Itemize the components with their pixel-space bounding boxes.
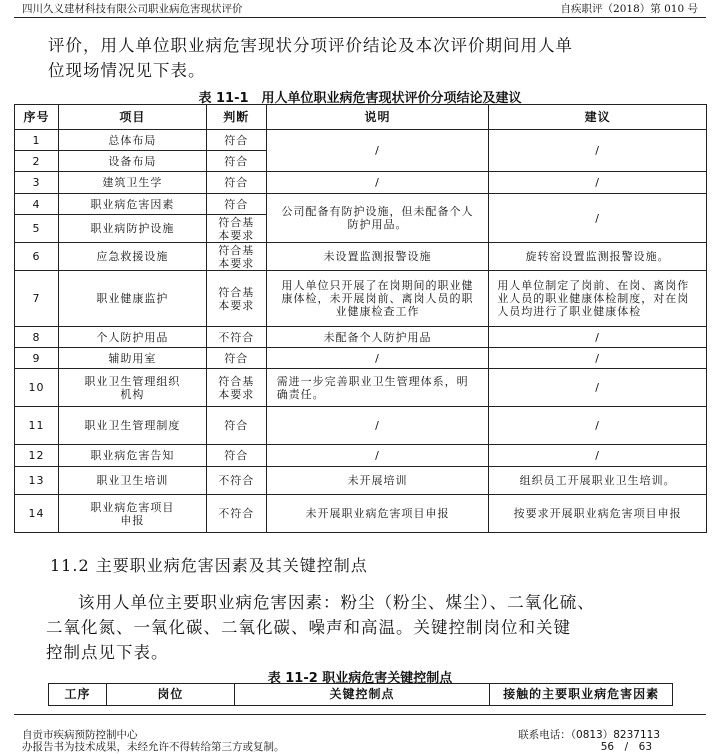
footer-org: 自贡市疾病预防控制中心: [22, 729, 138, 741]
cell-sug: /: [489, 445, 707, 467]
cell-desc: /: [266, 445, 489, 467]
cell-sug: /: [489, 369, 707, 407]
table1: [14, 104, 707, 533]
table1-header: 说明: [266, 105, 489, 130]
factors-line: 控制点见下表。: [46, 643, 169, 662]
cell-item: 职业病防护设施: [58, 215, 206, 243]
cell-no: 7: [15, 271, 59, 327]
cell-judge: 符合: [206, 172, 266, 194]
cell-no: 3: [15, 172, 59, 194]
cell-no: 5: [15, 215, 59, 243]
cell-item: 总体布局: [58, 130, 206, 151]
cell-item: 职业病危害项目申报: [58, 495, 206, 533]
cell-no: 12: [15, 445, 59, 467]
cell-no: 10: [15, 369, 59, 407]
table-row: [15, 369, 707, 407]
factors-paragraph: [46, 590, 595, 665]
footer-phone: 联系电话：（0813）8237113: [518, 729, 660, 741]
cell-desc: 用人单位只开展了在岗期间的职业健康体检，未开展岗前、离岗人员的职业健康检查工作: [266, 271, 489, 327]
table2: [48, 683, 673, 706]
table1-header: 建议: [489, 105, 707, 130]
table2-header: 关键控制点: [234, 684, 490, 706]
cell-desc: /: [266, 348, 489, 369]
cell-judge: 符合: [206, 194, 266, 215]
footer-notice: 办报告书为技术成果，未经允许不得转给第三方或复制。: [22, 741, 285, 753]
header-left: 四川久义建材科技有限公司职业病危害现状评价: [22, 3, 243, 15]
cell-no: 9: [15, 348, 59, 369]
cell-item: 辅助用室: [58, 348, 206, 369]
page-header: [14, 0, 706, 18]
cell-judge: 符合基本要求: [206, 369, 266, 407]
cell-desc: /: [266, 172, 489, 194]
cell-judge: 符合基本要求: [206, 243, 266, 271]
cell-sug: 组织员工开展职业卫生培训。: [489, 467, 707, 495]
intro-paragraph: [48, 33, 573, 83]
table-row: [15, 495, 707, 533]
cell-sug: 按要求开展职业病危害项目申报: [489, 495, 707, 533]
table-row: [15, 467, 707, 495]
cell-no: 2: [15, 151, 59, 172]
table-row: [15, 327, 707, 348]
factors-line: 二氧化氮、一氧化碳、二氧化碳、噪声和高温。关键控制岗位和关键: [46, 618, 571, 637]
cell-judge: 符合基本要求: [206, 215, 266, 243]
cell-sug: /: [489, 194, 707, 243]
cell-item: 建筑卫生学: [58, 172, 206, 194]
cell-desc: /: [266, 130, 489, 172]
factors-line: 该用人单位主要职业病危害因素：粉尘（粉尘、煤尘）、二氧化硫、: [78, 593, 595, 612]
cell-no: 6: [15, 243, 59, 271]
cell-item: 个人防护用品: [58, 327, 206, 348]
cell-judge: 符合: [206, 407, 266, 445]
cell-desc: 未开展职业病危害项目申报: [266, 495, 489, 533]
table-row: [15, 130, 707, 151]
table-row: [15, 407, 707, 445]
table2-header: 工序: [49, 684, 107, 706]
table-row: [15, 172, 707, 194]
table2-header: 接触的主要职业病危害因素: [490, 684, 673, 706]
cell-sug: 旋转窑设置监测报警设施。: [489, 243, 707, 271]
table1-header: 判断: [206, 105, 266, 130]
cell-item: 职业卫生管理制度: [58, 407, 206, 445]
table1-header: 序号: [15, 105, 59, 130]
cell-item: 职业病危害告知: [58, 445, 206, 467]
cell-sug: /: [489, 327, 707, 348]
cell-judge: 不符合: [206, 495, 266, 533]
cell-desc: 需进一步完善职业卫生管理体系，明确责任。: [266, 369, 489, 407]
cell-sug: /: [489, 407, 707, 445]
cell-no: 11: [15, 407, 59, 445]
cell-no: 1: [15, 130, 59, 151]
header-right: 自疾职评（2018）第 010 号: [560, 3, 698, 15]
cell-no: 14: [15, 495, 59, 533]
cell-no: 13: [15, 467, 59, 495]
cell-judge: 符合: [206, 445, 266, 467]
table-row: [15, 348, 707, 369]
cell-desc: 未开展培训: [266, 467, 489, 495]
cell-no: 4: [15, 194, 59, 215]
cell-sug: /: [489, 348, 707, 369]
cell-desc: 未设置监测报警设施: [266, 243, 489, 271]
table2-header: 岗位: [106, 684, 234, 706]
intro-line: 评价，用人单位职业病危害现状分项评价结论及本次评价期间用人单: [48, 36, 573, 55]
cell-desc: /: [266, 407, 489, 445]
cell-item: 职业卫生管理组织机构: [58, 369, 206, 407]
intro-line: 位现场情况见下表。: [48, 61, 206, 80]
cell-sug: /: [489, 172, 707, 194]
cell-judge: 不符合: [206, 467, 266, 495]
table2-caption: 表 11-2 职业病危害关键控制点: [267, 671, 453, 686]
section-heading: 11.2 主要职业病危害因素及其关键控制点: [50, 556, 368, 575]
cell-judge: 不符合: [206, 327, 266, 348]
cell-no: 8: [15, 327, 59, 348]
cell-item: 职业卫生培训: [58, 467, 206, 495]
cell-judge: 符合基本要求: [206, 271, 266, 327]
cell-desc: 未配备个人防护用品: [266, 327, 489, 348]
table-row: [15, 271, 707, 327]
cell-sug: 用人单位制定了岗前、在岗、离岗作业人员的职业健康体检制度，对在岗人员均进行了职业健康体检: [489, 271, 707, 327]
cell-item: 职业健康监护: [58, 271, 206, 327]
cell-judge: 符合: [206, 130, 266, 151]
table-row: [15, 243, 707, 271]
table1-caption: 表 11-1 用人单位职业病危害现状评价分项结论及建议: [198, 91, 522, 106]
cell-item: 设备布局: [58, 151, 206, 172]
page-number: 56 / 63: [600, 741, 652, 753]
table-row: [15, 445, 707, 467]
cell-item: 职业病危害因素: [58, 194, 206, 215]
table-row: [15, 194, 707, 215]
page-footer: [14, 714, 706, 753]
cell-judge: 符合: [206, 348, 266, 369]
cell-desc: 公司配备有防护设施，但未配备个人防护用品。: [266, 194, 489, 243]
cell-sug: /: [489, 130, 707, 172]
table1-header: 项目: [58, 105, 206, 130]
cell-item: 应急救援设施: [58, 243, 206, 271]
cell-judge: 符合: [206, 151, 266, 172]
